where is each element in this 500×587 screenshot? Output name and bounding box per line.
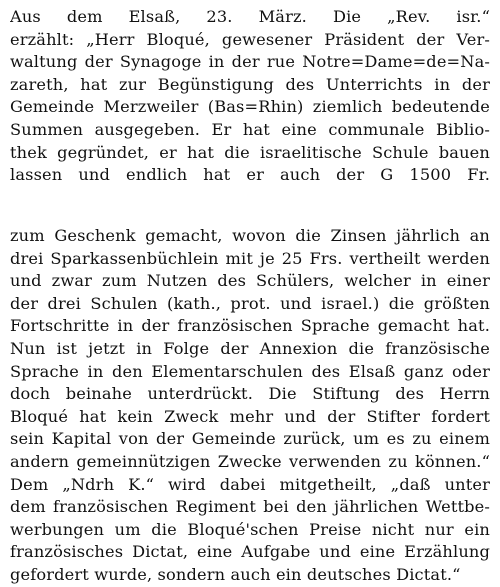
text-line: dem französischen Regiment bei den jährlichen Wettbe- (10, 497, 490, 517)
text-line-damaged: lassen und endlich hat er auch der G 1500 Fr. (10, 165, 490, 185)
text-line: sein Kapital von der Gemeinde zurück, um es zu einem (10, 429, 490, 449)
text-line: zum Geschenk gemacht, wovon die Zinsen jährlich an (10, 226, 490, 245)
text-line: Gemeinde Merzweiler (Bas=Rhin) ziemlich bedeutende (10, 97, 490, 117)
paragraph-part-1 (10, 6, 490, 187)
text-line: zareth, hat zur Begünstigung des Unterrichts in der (10, 74, 490, 94)
text-line: gefordert wurde, sondern auch ein deutsches Dictat.“ (10, 564, 461, 584)
text-line: Aus dem Elsaß, 23. März. Die „Rev. isr.“ (10, 7, 490, 26)
text-line: der drei Schulen (kath., prot. und israel.) die größten (10, 293, 490, 313)
text-line: waltung der Synagoge in der rue Notre=Dame=de=Na- (10, 52, 490, 72)
text-line: doch beinahe unterdrückt. Die Stiftung des Herrn (10, 384, 490, 404)
text-line: Bloqué hat kein Zweck mehr und der Stifter fordert (10, 406, 490, 426)
text-line: erzählt: „Herr Bloqué, gewesener Präsident der Ver- (10, 29, 490, 49)
text-line: Fortschritte in der französischen Sprache gemacht hat. (10, 316, 490, 336)
text-line: thek gegründet, er hat die israelitische Schule bauen (10, 142, 490, 162)
text-line: drei Sparkassenbüchlein mit je 25 Frs. vertheilt werden (10, 248, 490, 268)
text-line: Sprache in den Elementarschulen des Elsaß ganz oder (10, 361, 490, 381)
text-line: und zwar zum Nutzen des Schülers, welcher in einer (10, 271, 490, 291)
paragraph-part-2 (10, 225, 490, 587)
text-line: Summen ausgegeben. Er hat eine communale Biblio- (10, 119, 490, 139)
text-line: Nun ist jetzt in Folge der Annexion die französische (10, 338, 490, 358)
text-line: werbungen um die Bloqué'schen Preise nicht nur ein (10, 519, 490, 539)
text-line: andern gemeinnützigen Zwecke verwenden zu können.“ (10, 451, 490, 471)
text-line: französisches Dictat, eine Aufgabe und eine Erzählung (10, 542, 490, 562)
text-line: Dem „Ndrh K.“ wird dabei mitgetheilt, „daß unter (10, 474, 490, 494)
